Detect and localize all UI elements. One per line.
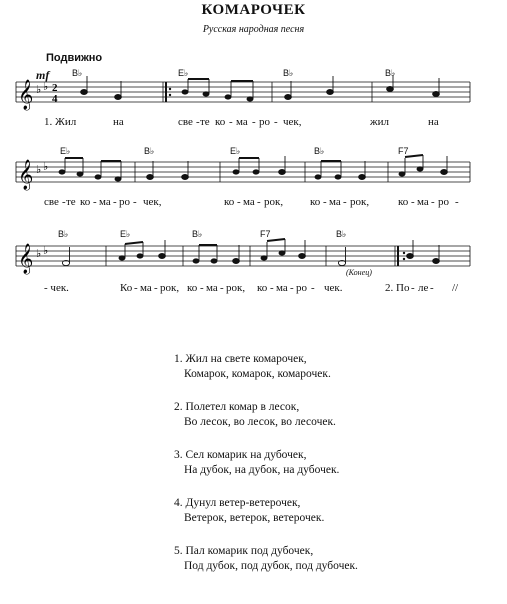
lyric-syllable: - bbox=[411, 282, 415, 294]
flat-sign-icon: ♭ bbox=[36, 83, 42, 96]
verse-line: Под дубок, под дубок, под дубочек. bbox=[184, 560, 358, 572]
lyric-syllable: чек. bbox=[324, 282, 343, 294]
lyric-syllable: - bbox=[323, 196, 327, 208]
lyric-syllable: - bbox=[133, 196, 137, 208]
chord-symbol: B♭ bbox=[192, 229, 203, 239]
lyric-syllable: рок, bbox=[160, 282, 180, 294]
staff-system-2 bbox=[0, 152, 507, 202]
lyric-syllable: - bbox=[430, 282, 434, 294]
chord-symbol: E♭ bbox=[120, 229, 131, 239]
lyric-syllable: - bbox=[455, 196, 459, 208]
lyric-syllable: - bbox=[411, 196, 415, 208]
lyric-syllable: ро bbox=[259, 116, 270, 128]
staff-system-1 bbox=[0, 72, 507, 122]
lyric-syllable: - bbox=[343, 196, 347, 208]
lyric-syllable: - чек. bbox=[44, 282, 69, 294]
ending-label: (Конец) bbox=[346, 268, 372, 277]
chord-symbol: B♭ bbox=[385, 68, 396, 78]
lyric-syllable: те bbox=[66, 196, 76, 208]
lyric-syllable: рок, bbox=[264, 196, 284, 208]
lyric-syllable: ма bbox=[140, 282, 152, 294]
flat-sign-icon: ♭ bbox=[43, 160, 49, 173]
chord-symbol: B♭ bbox=[72, 68, 83, 78]
lyric-syllable: ро bbox=[119, 196, 130, 208]
lyric-syllable: - bbox=[220, 282, 224, 294]
verse-line: На дубок, на дубок, на дубочек. bbox=[184, 464, 340, 476]
time-signature-bottom: 4 bbox=[52, 93, 58, 105]
lyric-syllable: - bbox=[431, 196, 435, 208]
song-subtitle: Русская народная песня bbox=[202, 24, 305, 35]
lyric-syllable: 2. По bbox=[385, 282, 410, 294]
lyric-syllable: ко bbox=[224, 196, 235, 208]
lyric-syllable: - bbox=[257, 196, 261, 208]
lyric-syllable: // bbox=[452, 282, 459, 294]
chord-symbol: E♭ bbox=[230, 146, 241, 156]
lyric-syllable: све bbox=[178, 116, 193, 128]
verse-line: Ветерок, ветерок, ветерочек. bbox=[184, 512, 325, 524]
treble-clef-icon: 𝄞 bbox=[18, 244, 34, 274]
lyric-syllable: ма bbox=[206, 282, 218, 294]
lyric-syllable: на bbox=[113, 116, 124, 128]
lyric-syllable: ма bbox=[243, 196, 255, 208]
verse-line: 5. Пал комарик под дубочек, bbox=[174, 545, 314, 557]
flat-sign-icon: ♭ bbox=[43, 80, 49, 93]
lyric-syllable: рок, bbox=[226, 282, 246, 294]
lyric-syllable: ма bbox=[329, 196, 341, 208]
lyric-syllable: чек, bbox=[283, 116, 302, 128]
chord-symbol: E♭ bbox=[178, 68, 189, 78]
chord-symbol: B♭ bbox=[336, 229, 347, 239]
notes-system-3 bbox=[62, 239, 439, 266]
lyric-syllable: ма bbox=[99, 196, 111, 208]
treble-clef-icon: 𝄞 bbox=[18, 80, 34, 110]
chord-symbol: B♭ bbox=[314, 146, 325, 156]
verse-line: Комарок, комарок, комарочек. bbox=[184, 368, 331, 380]
tempo-marking: Подвижно bbox=[46, 52, 103, 64]
lyric-syllable: све bbox=[44, 196, 59, 208]
lyric-syllable: - bbox=[270, 282, 274, 294]
verse bbox=[174, 448, 494, 478]
dynamic-marking: mf bbox=[36, 68, 50, 82]
lyric-syllable: те bbox=[200, 116, 210, 128]
lyric-syllable: - bbox=[252, 116, 256, 128]
treble-clef-icon: 𝄞 bbox=[18, 160, 34, 190]
lyric-syllable: - bbox=[134, 282, 138, 294]
verse bbox=[174, 544, 494, 574]
verse bbox=[174, 352, 494, 382]
lyric-syllable: - bbox=[200, 282, 204, 294]
lyric-syllable: ко bbox=[398, 196, 409, 208]
lyric-syllable: - bbox=[93, 196, 97, 208]
lyric-syllable: чек, bbox=[143, 196, 162, 208]
lyric-syllable: ко bbox=[80, 196, 91, 208]
lyric-syllable: рок, bbox=[350, 196, 370, 208]
lyric-syllable: - bbox=[229, 116, 233, 128]
chord-symbol: F7 bbox=[398, 146, 409, 156]
lyric-syllable: ро bbox=[296, 282, 307, 294]
verses-block bbox=[174, 352, 494, 592]
verse-line: 3. Сел комарик на дубочек, bbox=[174, 449, 307, 461]
verse-line: Во лесок, во лесок, во лесочек. bbox=[184, 416, 336, 428]
lyric-syllable: Ко bbox=[120, 282, 133, 294]
chord-symbol: B♭ bbox=[58, 229, 69, 239]
lyric-syllable: - bbox=[62, 196, 66, 208]
verse-line: 1. Жил на свете комарочек, bbox=[174, 353, 307, 365]
chord-symbol: E♭ bbox=[60, 146, 71, 156]
song-title: КОМАРОЧЕК bbox=[201, 2, 306, 18]
verse-line: 2. Полетел комар в лесок, bbox=[174, 401, 300, 413]
lyric-syllable: на bbox=[428, 116, 439, 128]
lyric-syllable: - bbox=[113, 196, 117, 208]
lyric-syllable: ко bbox=[310, 196, 321, 208]
lyric-syllable: жил bbox=[370, 116, 389, 128]
lyric-syllable: ма bbox=[417, 196, 429, 208]
verse bbox=[174, 496, 494, 526]
lyric-syllable: - bbox=[274, 116, 278, 128]
time-signature-top: 2 bbox=[52, 82, 58, 94]
staff-system-3 bbox=[0, 236, 507, 286]
lyric-syllable: - bbox=[154, 282, 158, 294]
lyric-syllable: ро bbox=[438, 196, 449, 208]
verse-line: 4. Дунул ветер-ветерочек, bbox=[174, 497, 301, 509]
lyric-syllable: - bbox=[311, 282, 315, 294]
lyric-syllable: - bbox=[290, 282, 294, 294]
lyric-syllable: ко bbox=[257, 282, 268, 294]
lyric-syllable: ма bbox=[236, 116, 248, 128]
chord-symbol: F7 bbox=[260, 229, 271, 239]
lyric-syllable: 1. Жил bbox=[44, 116, 77, 128]
lyric-syllable: ко bbox=[187, 282, 198, 294]
lyric-syllable: ма bbox=[276, 282, 288, 294]
lyric-syllable: - bbox=[196, 116, 200, 128]
lyric-syllable: - bbox=[237, 196, 241, 208]
lyric-syllable: ле bbox=[418, 282, 429, 294]
chord-symbol: B♭ bbox=[283, 68, 294, 78]
verse bbox=[174, 400, 494, 430]
flat-sign-icon: ♭ bbox=[36, 163, 42, 176]
flat-sign-icon: ♭ bbox=[43, 244, 49, 257]
chord-symbol: B♭ bbox=[144, 146, 155, 156]
lyric-syllable: ко bbox=[215, 116, 226, 128]
flat-sign-icon: ♭ bbox=[36, 247, 42, 260]
